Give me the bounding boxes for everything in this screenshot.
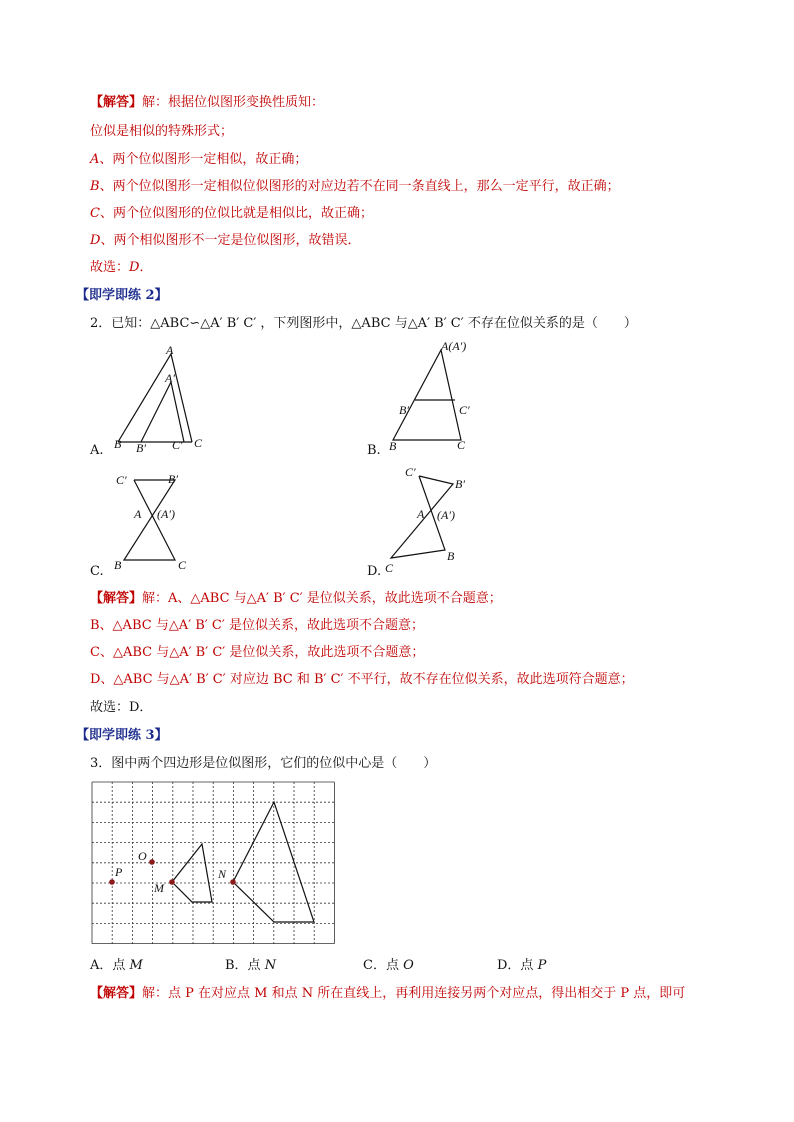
- option-3d: D．点 P: [497, 958, 547, 973]
- figa-label-b2: B′: [136, 441, 146, 455]
- figb-label-c: C: [457, 438, 466, 452]
- section-heading-2: 【即学即练 2】: [76, 288, 168, 303]
- question-2-stem: 2．已知：△ABC∽△A′ B′ C′ ，下列图形中，△ABC 与△A′ B′ C′ 不存在位似关系的是（ ）: [90, 316, 637, 331]
- option-3c: C．点 O: [363, 958, 414, 973]
- figb-label-c2: C′: [459, 403, 470, 417]
- answer1-intro-line: [90, 95, 324, 111]
- figure-option-d: [383, 462, 483, 580]
- answer2-choice: 故选：D．: [90, 700, 153, 715]
- point-p-label: P: [115, 865, 123, 879]
- figb-label-b2: B′: [399, 403, 409, 417]
- figd-label-b2: B′: [455, 477, 465, 491]
- figa-label-a2: A′: [165, 371, 175, 385]
- figc-label-c: C: [178, 558, 187, 572]
- figc-label-c2: C′: [116, 473, 127, 487]
- point-n-dot: [230, 879, 236, 885]
- answer1-choice: 故选：D．: [90, 260, 153, 275]
- figd-label-c2: C′: [405, 465, 416, 479]
- answer1-item-c: C、两个位似图形的位似比就是相似比，故正确；: [90, 206, 373, 221]
- point-o-label: O: [138, 849, 147, 863]
- figure-option-a: [108, 340, 218, 458]
- point-p-dot: [109, 879, 115, 885]
- figb-label-b: B: [389, 439, 397, 453]
- answer2-line2: C、△ABC 与△A′ B′ C′ 是位似关系，故此选项不合题意；: [90, 645, 425, 660]
- answer2-line1: B、△ABC 与△A′ B′ C′ 是位似关系，故此选项不合题意；: [90, 618, 424, 633]
- figc-label-a2: (A′): [157, 507, 175, 521]
- answer2-line0: 【解答】解：A、△ABC 与△A′ B′ C′ 是位似关系，故此选项不合题意；: [90, 591, 502, 606]
- point-m-label: M: [154, 881, 164, 895]
- option-2d-label: D.: [367, 564, 382, 579]
- figc-label-b: B: [114, 558, 122, 572]
- figd-label-a2: (A′): [437, 508, 455, 522]
- figc-label-a: A: [134, 507, 142, 521]
- answer1-item-b: B、两个位似图形一定相似位似图形的对应边若不在同一条直线上，那么一定平行，故正确；: [90, 179, 620, 194]
- option-3a: A．点 M: [90, 958, 143, 973]
- grid-lines: [92, 782, 334, 944]
- option-3b: B．点 N: [225, 958, 277, 973]
- figure-q3-grid: [88, 778, 340, 948]
- figc-label-b2: B′: [168, 472, 178, 486]
- answer1-line1: 位似是相似的特殊形式；: [90, 124, 234, 139]
- option-2c-label: C.: [90, 564, 104, 579]
- figure-option-c: [110, 470, 210, 580]
- answer1-tag: 【解答】: [90, 95, 143, 110]
- figure-option-b: [385, 336, 495, 454]
- answer1-item-a: A、两个位似图形一定相似，故正确；: [90, 152, 308, 167]
- option-2b-label: B.: [367, 443, 381, 458]
- figd-label-c: C: [385, 561, 394, 575]
- answer1-item-d: D、两个相似图形不一定是位似图形，故错误．: [90, 233, 361, 248]
- answer2-line3: D、△ABC 与△A′ B′ C′ 对应边 BC 和 B′ C′ 不平行，故不存在位似关系，故此选项符合题意；: [90, 672, 634, 687]
- figd-label-b: B: [447, 549, 455, 563]
- figa-label-a: A: [166, 343, 174, 357]
- question-3-stem: 3．图中两个四边形是位似图形，它们的位似中心是（ ）: [90, 756, 437, 771]
- answer2-tag: 【解答】: [90, 591, 143, 606]
- figd-label-a: A: [417, 507, 425, 521]
- answer3-tag: 【解答】: [90, 986, 143, 1001]
- point-o-dot: [149, 859, 155, 865]
- figa-label-c: C: [194, 436, 203, 450]
- point-n-label: N: [218, 867, 227, 881]
- point-m-dot: [169, 879, 175, 885]
- answer1-intro: 解：根据位似图形变换性质知：: [142, 95, 325, 110]
- figa-label-b: B: [114, 437, 122, 451]
- option-2a-label: A.: [90, 443, 104, 458]
- figa-label-c2: C′: [172, 438, 183, 452]
- section-heading-3: 【即学即练 3】: [76, 728, 168, 743]
- figb-label-a: A(A′): [441, 339, 467, 353]
- answer3-line: 【解答】解：点 P 在对应点 M 和点 N 所在直线上，再利用连接另两个对应点，得出相交于 P 点，即可: [90, 986, 686, 1001]
